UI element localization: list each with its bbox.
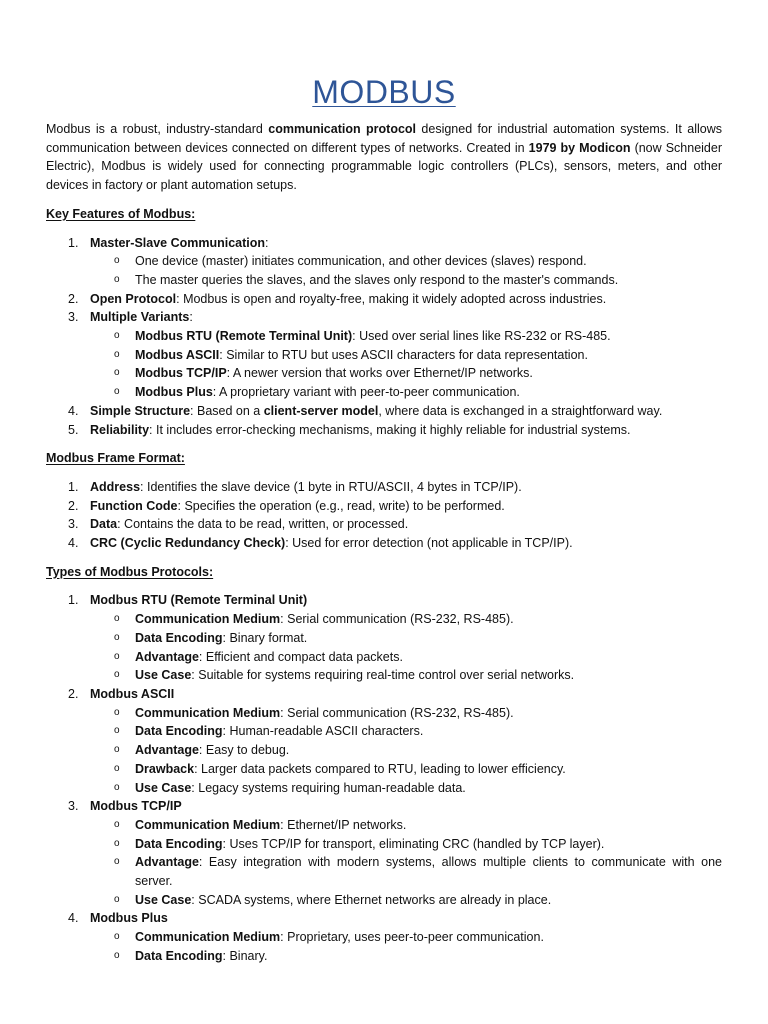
intro-bold-1: communication protocol — [268, 122, 417, 136]
bullet-icon: o — [114, 348, 120, 360]
item-number: 2. — [68, 291, 79, 306]
sub-item-text: : Easy integration with modern systems, allows multiple clients to communicate with one server. — [135, 855, 722, 889]
sub-item-text: : Ethernet/IP networks. — [280, 817, 407, 832]
sub-list-item — [90, 327, 722, 346]
bullet-icon: o — [114, 893, 120, 905]
sub-item-text: : Efficient and compact data packets. — [198, 649, 403, 664]
sub-item-text: : SCADA systems, where Ethernet networks are already in place. — [191, 892, 552, 907]
item-number: 5. — [68, 422, 79, 437]
bullet-icon: o — [114, 613, 120, 625]
sub-list-item — [90, 853, 722, 890]
list-item — [46, 909, 722, 965]
list-item — [46, 591, 722, 685]
item-number: 4. — [68, 536, 79, 551]
item-term: Modbus RTU (Remote Terminal Unit) — [90, 593, 308, 608]
sub-list-item — [90, 741, 722, 760]
list-item — [46, 478, 722, 497]
sub-item-term: Use Case — [135, 668, 192, 683]
item-term: Function Code — [90, 498, 178, 513]
bullet-icon: o — [114, 367, 120, 379]
sub-list-item — [90, 364, 722, 383]
item-text: : Used for error detection (not applicable in TCP/IP). — [285, 536, 573, 551]
bullet-icon: o — [114, 856, 120, 868]
frame-format-heading: Modbus Frame Format: — [46, 451, 185, 466]
item-number: 4. — [68, 911, 79, 926]
sub-item-text: : Human-readable ASCII characters. — [222, 724, 424, 739]
intro-bold-2: 1979 by Modicon — [528, 140, 631, 155]
sub-item-term: Communication Medium — [135, 612, 281, 627]
sub-list-item — [90, 722, 722, 741]
item-text: : Based on a — [190, 403, 264, 418]
bullet-icon: o — [114, 706, 120, 718]
bullet-icon: o — [114, 255, 120, 267]
bullet-icon: o — [114, 725, 120, 737]
item-term: Reliability — [90, 422, 150, 437]
bullet-icon: o — [114, 330, 120, 342]
sub-list-item — [90, 779, 722, 798]
key-features-list — [46, 234, 722, 440]
bullet-icon: o — [114, 781, 120, 793]
sub-list — [90, 252, 722, 289]
sub-item-term: Modbus Plus — [135, 385, 213, 400]
item-number: 2. — [68, 686, 79, 701]
bullet-icon: o — [114, 386, 120, 398]
list-item — [46, 515, 722, 534]
item-term: Modbus Plus — [90, 911, 168, 926]
item-term: Data — [90, 517, 118, 532]
bullet-icon: o — [114, 744, 120, 756]
sub-item-term: Data Encoding — [135, 724, 223, 739]
sub-item-term: Use Case — [135, 780, 192, 795]
sub-item-text: : Binary. — [222, 948, 268, 963]
bullet-icon: o — [114, 818, 120, 830]
item-term: Open Protocol — [90, 291, 177, 306]
sub-item-term: Advantage — [135, 855, 199, 870]
sub-list-item — [90, 928, 722, 947]
protocol-types-heading: Types of Modbus Protocols: — [46, 564, 214, 579]
sub-item-term: Communication Medium — [135, 930, 281, 945]
page-title: MODBUS — [312, 74, 456, 110]
sub-list-item — [90, 610, 722, 629]
sub-list — [90, 704, 722, 798]
sub-list-item — [90, 271, 722, 290]
sub-item-text: : Used over serial lines like RS-232 or RS-485. — [352, 329, 611, 344]
sub-item-term: Drawback — [135, 761, 195, 776]
item-number: 4. — [68, 403, 79, 418]
list-item — [46, 308, 722, 402]
sub-item-term: Data Encoding — [135, 630, 223, 645]
sub-item-text: : Suitable for systems requiring real-time control over serial networks. — [191, 668, 575, 683]
item-number: 1. — [68, 479, 79, 494]
item-number: 3. — [68, 310, 79, 325]
bullet-icon: o — [114, 837, 120, 849]
item-number: 3. — [68, 517, 79, 532]
sub-list — [90, 327, 722, 402]
sub-item-term: Data Encoding — [135, 948, 223, 963]
sub-list-item — [90, 947, 722, 966]
list-item — [46, 685, 722, 797]
sub-list — [90, 928, 722, 965]
bullet-icon: o — [114, 931, 120, 943]
item-text-2: , where data is exchanged in a straightforward way. — [378, 403, 663, 418]
item-number: 1. — [68, 235, 79, 250]
sub-item-term: Communication Medium — [135, 705, 281, 720]
sub-item-text: : Larger data packets compared to RTU, leading to lower efficiency. — [194, 761, 566, 776]
sub-item-term: Communication Medium — [135, 817, 281, 832]
item-number: 1. — [68, 593, 79, 608]
intro-text-3: (now Schneider Electric), Modbus is widely used for connecting programmable logic controllers (PLCs), sensors, meters, and other devices in factory or plant automation setups. — [46, 140, 722, 193]
sub-item-text: : Legacy systems requiring human-readable data. — [191, 780, 466, 795]
item-term: Modbus TCP/IP — [90, 799, 182, 814]
sub-list-item — [90, 835, 722, 854]
frame-format-list — [46, 478, 722, 553]
sub-list-item — [90, 648, 722, 667]
list-item — [46, 402, 722, 421]
sub-item-term: Use Case — [135, 892, 192, 907]
key-features-heading: Key Features of Modbus: — [46, 206, 196, 221]
sub-list-item — [90, 760, 722, 779]
item-term: Multiple Variants — [90, 310, 190, 325]
item-text: : — [265, 235, 269, 250]
sub-item-text: : Serial communication (RS-232, RS-485). — [280, 612, 514, 627]
sub-list — [90, 816, 722, 910]
intro-text-1: Modbus is a robust, industry-standard — [46, 122, 269, 136]
intro-paragraph — [46, 120, 722, 195]
sub-item-text: : A newer version that works over Ethernet/IP networks. — [226, 366, 533, 381]
item-term: Simple Structure — [90, 403, 191, 418]
sub-list-item — [90, 666, 722, 685]
sub-item-text: : Serial communication (RS-232, RS-485). — [280, 705, 514, 720]
sub-item-text: One device (master) initiates communication, and other devices (slaves) respond. — [135, 254, 587, 269]
list-item — [46, 497, 722, 516]
sub-list-item — [90, 704, 722, 723]
item-number: 2. — [68, 498, 79, 513]
list-item — [46, 290, 722, 309]
bullet-icon: o — [114, 669, 120, 681]
sub-list-item — [90, 629, 722, 648]
protocol-types-list — [46, 591, 722, 965]
bullet-icon: o — [114, 949, 120, 961]
item-term: Master-Slave Communication — [90, 235, 266, 250]
bullet-icon: o — [114, 650, 120, 662]
item-text: : It includes error-checking mechanisms, making it highly reliable for industrial systems. — [149, 422, 631, 437]
item-term: Address — [90, 479, 141, 494]
list-item — [46, 234, 722, 290]
sub-list-item — [90, 816, 722, 835]
sub-list — [90, 610, 722, 685]
sub-list-item — [90, 891, 722, 910]
sub-item-text: The master queries the slaves, and the slaves only respond to the master's commands. — [135, 272, 619, 287]
sub-item-text: : A proprietary variant with peer-to-peer communication. — [212, 385, 520, 400]
item-term: Modbus ASCII — [90, 686, 175, 701]
intro-text-2: designed for industrial automation systems. It allows communication between devices connected on different types of networks. Created in — [46, 122, 723, 155]
item-term-2: client-server model — [263, 403, 379, 418]
sub-item-text: : Easy to debug. — [198, 743, 290, 758]
sub-item-text: : Similar to RTU but uses ASCII characters for data representation. — [219, 347, 588, 362]
sub-item-term: Data Encoding — [135, 836, 223, 851]
item-text: : Identifies the slave device (1 byte in RTU/ASCII, 4 bytes in TCP/IP). — [140, 479, 522, 494]
item-number: 3. — [68, 799, 79, 814]
sub-item-text: : Uses TCP/IP for transport, eliminating CRC (handled by TCP layer). — [222, 836, 605, 851]
item-text: : Modbus is open and royalty-free, making it widely adopted across industries. — [176, 291, 607, 306]
sub-item-text: : Proprietary, uses peer-to-peer communication. — [280, 930, 544, 945]
sub-item-term: Modbus RTU (Remote Terminal Unit) — [135, 329, 353, 344]
bullet-icon: o — [114, 273, 120, 285]
sub-item-term: Advantage — [135, 743, 199, 758]
item-text: : Contains the data to be read, written, or processed. — [117, 517, 409, 532]
sub-item-text: : Binary format. — [222, 630, 308, 645]
item-text: : Specifies the operation (e.g., read, write) to be performed. — [177, 498, 505, 513]
sub-list-item — [90, 383, 722, 402]
item-text: : — [189, 310, 193, 325]
list-item — [46, 421, 722, 440]
bullet-icon: o — [114, 762, 120, 774]
sub-list-item — [90, 252, 722, 271]
bullet-icon: o — [114, 631, 120, 643]
sub-item-term: Modbus TCP/IP — [135, 366, 227, 381]
sub-item-term: Modbus ASCII — [135, 347, 220, 362]
sub-list-item — [90, 346, 722, 365]
list-item — [46, 797, 722, 909]
list-item — [46, 534, 722, 553]
item-term: CRC (Cyclic Redundancy Check) — [90, 536, 286, 551]
sub-item-term: Advantage — [135, 649, 199, 664]
